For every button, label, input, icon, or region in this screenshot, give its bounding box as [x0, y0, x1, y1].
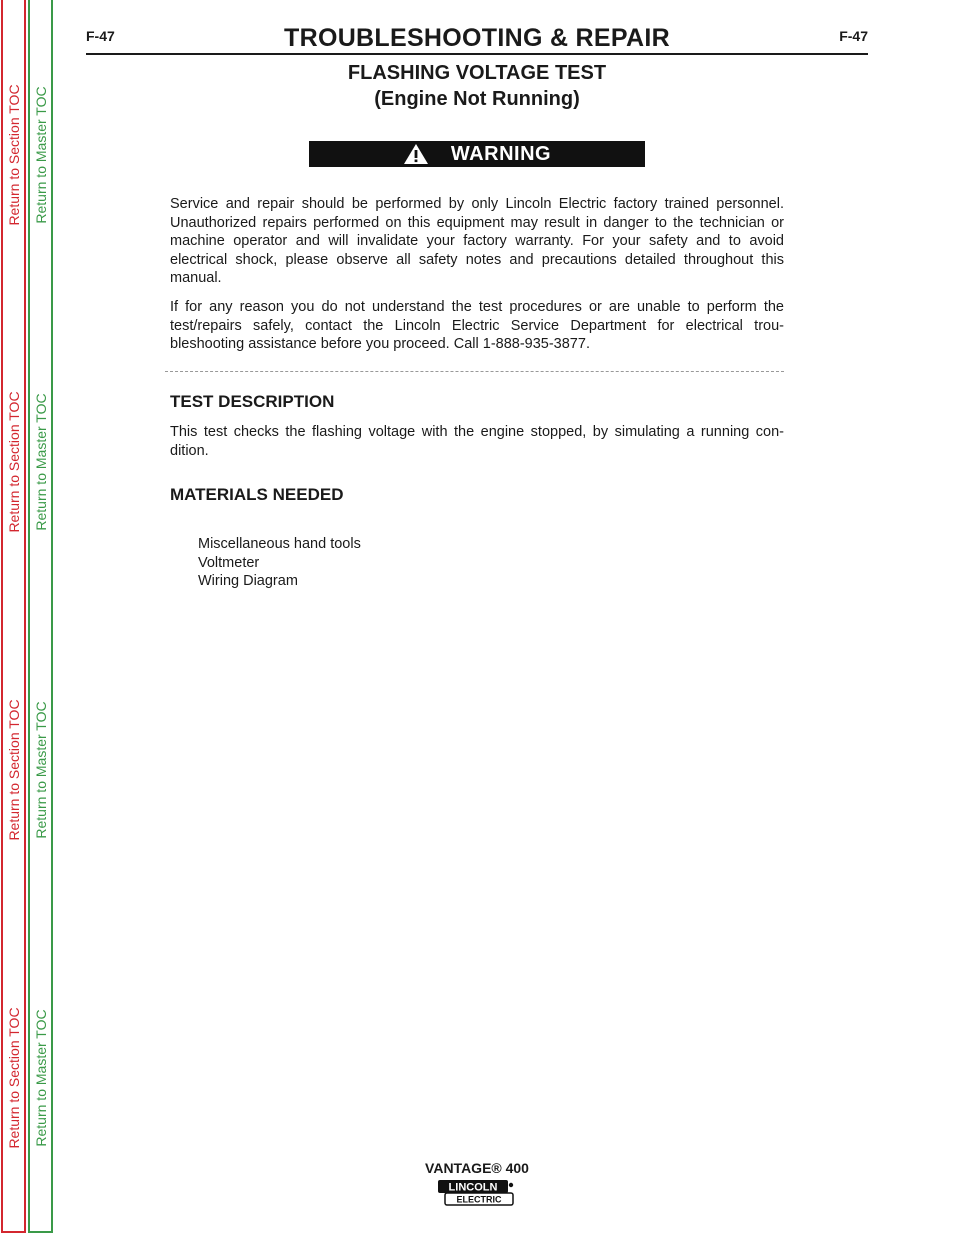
lincoln-electric-logo — [437, 1179, 517, 1207]
section-toc-strip — [1, 0, 26, 1233]
safety-paragraph: Service and repair should be performed by only Lincoln Electric factory trained personnel. Unauthorized repairs performed on this equipment may result in danger to the technician or machine operator and will invalidate your factory warranty. For your safety and to avoid electrical shock, please observe all safety notes and precautions detailed throughout this manual. — [170, 196, 784, 287]
page-number-left: F-47 — [86, 28, 115, 44]
master-toc-strip — [28, 0, 53, 1233]
test-title-line2: (Engine Not Running) — [374, 88, 580, 110]
return-to-master-toc-link[interactable]: Return to Master TOC — [32, 701, 49, 839]
model-name: VANTAGE® 400 — [425, 1160, 529, 1176]
return-to-section-toc-link[interactable]: Return to Section TOC — [5, 391, 22, 533]
list-item: Wiring Diagram — [198, 573, 298, 590]
list-item: Miscellaneous hand tools — [198, 536, 361, 552]
test-description-heading: TEST DESCRIPTION — [170, 392, 335, 411]
return-to-master-toc-link[interactable]: Return to Master TOC — [32, 1009, 49, 1147]
materials-list — [198, 535, 361, 591]
svg-text:LINCOLN: LINCOLN — [448, 1181, 498, 1194]
return-to-master-toc-link[interactable]: Return to Master TOC — [32, 86, 49, 224]
assistance-paragraph: If for any reason you do not understand the test procedures or are unable to perform the test/repairs safely, contact the Lincoln Electric Service Department for electrical trou-bleshooting assistance before you proceed. Call 1-888-935-3877. — [170, 299, 784, 353]
return-to-section-toc-link[interactable]: Return to Section TOC — [5, 699, 22, 841]
return-to-master-toc-link[interactable]: Return to Master TOC — [32, 393, 49, 531]
materials-needed-heading: MATERIALS NEEDED — [170, 485, 344, 504]
list-item: Voltmeter — [198, 554, 260, 571]
warning-banner — [309, 141, 645, 167]
return-to-section-toc-link[interactable]: Return to Section TOC — [5, 84, 22, 226]
warning-triangle-icon — [403, 143, 429, 165]
test-title — [0, 60, 954, 112]
header-divider — [86, 53, 868, 55]
svg-text:ELECTRIC: ELECTRIC — [456, 1194, 502, 1205]
test-title-line1: FLASHING VOLTAGE TEST — [347, 62, 607, 84]
page-title: TROUBLESHOOTING & REPAIR — [284, 24, 670, 52]
page-number-right: F-47 — [839, 28, 868, 44]
dashed-divider — [165, 371, 784, 372]
test-description-text: This test checks the flashing voltage with the engine stopped, by simulating a running con-dition. — [170, 424, 784, 459]
warning-label: WARNING — [450, 142, 552, 165]
return-to-section-toc-link[interactable]: Return to Section TOC — [5, 1007, 22, 1149]
